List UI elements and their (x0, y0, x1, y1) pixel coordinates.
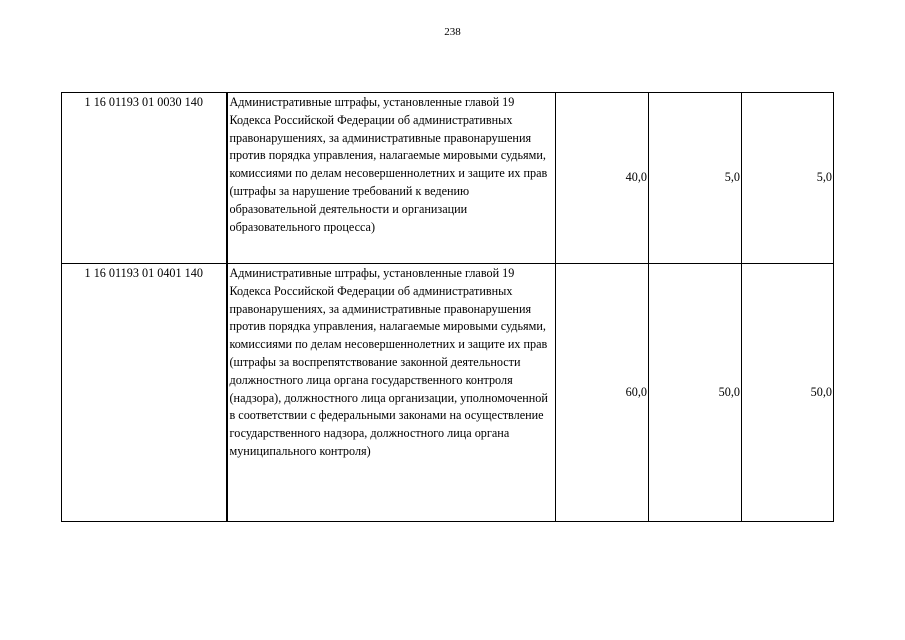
page-number: 238 (444, 26, 461, 38)
value-cell-1: 60,0 (556, 264, 649, 522)
description-cell: Административные штрафы, установленные главой 19 Кодекса Российской Федерации об административных правонарушениях, за административные правонарушения против порядка управления, налагаемые мировыми судьями, комиссиями по делам несовершеннолетних и защите их прав (штрафы за нарушение требований к ведению образовательной деятельности и организации образовательного процесса) (227, 93, 556, 264)
budget-code-cell: 1 16 01193 01 0030 140 (62, 93, 227, 264)
description-cell: Административные штрафы, установленные главой 19 Кодекса Российской Федерации об административных правонарушениях, за административные правонарушения против порядка управления, налагаемые мировыми судьями, комиссиями по делам несовершеннолетних и защите их прав (штрафы за воспрепятствование законной деятельности должностного лица органа государственного контроля (надзора), должностного лица организации, уполномоченной в соответствии с федеральными законами на осуществление государственного надзора, должностного лица органа муниципального контроля) (227, 264, 556, 522)
budget-table (61, 92, 834, 522)
table-row (62, 93, 834, 264)
value-cell-3: 5,0 (742, 93, 834, 264)
value-cell-2: 5,0 (649, 93, 742, 264)
value-cell-2: 50,0 (649, 264, 742, 522)
table-row (62, 264, 834, 522)
value-cell-3: 50,0 (742, 264, 834, 522)
value-cell-1: 40,0 (556, 93, 649, 264)
budget-code-cell: 1 16 01193 01 0401 140 (62, 264, 227, 522)
